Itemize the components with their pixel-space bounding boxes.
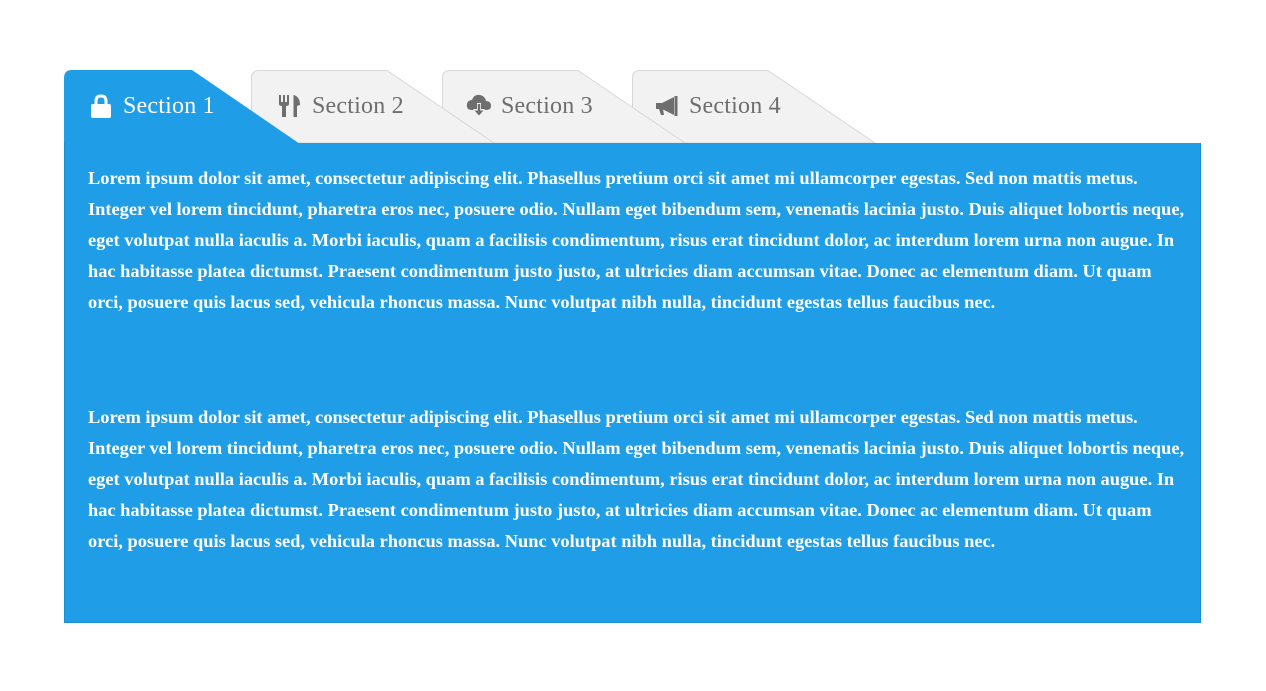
tab-label: Section 4 [689,92,781,119]
panel-paragraph: Lorem ipsum dolor sit amet, consectetur adipiscing elit. Phasellus pretium orci sit amet mi ullamcorper egestas. Sed non mattis metus. Integer vel lorem tincidunt, pharetra eros nec, posuere odio. Nullam eget bibendum sem, venenatis lacinia justo. Duis aliquet lobortis neque, eget volutpat nulla iaculis a. Morbi iaculis, quam a facilisis condimentum, risus erat tincidunt dolor, ac interdum lorem urna non augue. In hac habitasse platea dictumst. Praesent condimentum justo justo, at ultricies diam accumsan vitae. Donec ac elementum diam. Ut quam orci, posuere quis lacus sed, vehicula rhoncus massa. Nunc volutpat nibh nulla, tincidunt egestas tellus faucibus nec. [88,168,1185,312]
tab-panel-section-1 [64,143,1201,623]
tab-label: Section 1 [123,92,215,119]
panel-paragraph: Lorem ipsum dolor sit amet, consectetur adipiscing elit. Phasellus pretium orci sit amet mi ullamcorper egestas. Sed non mattis metus. Integer vel lorem tincidunt, pharetra eros nec, posuere odio. Nullam eget bibendum sem, venenatis lacinia justo. Duis aliquet lobortis neque, eget volutpat nulla iaculis a. Morbi iaculis, quam a facilisis condimentum, risus erat tincidunt dolor, ac interdum lorem urna non augue. In hac habitasse platea dictumst. Praesent condimentum justo justo, at ultricies diam accumsan vitae. Donec ac elementum diam. Ut quam orci, posuere quis lacus sed, vehicula rhoncus massa. Nunc volutpat nibh nulla, tincidunt egestas tellus faucibus nec. [88,407,1185,551]
tab-bar [64,70,1201,143]
tab-label: Section 2 [312,92,404,119]
tab-section-1[interactable] [64,70,304,143]
lock-icon [88,94,114,118]
tab-label: Section 3 [501,92,593,119]
tabs-widget [64,70,1201,623]
